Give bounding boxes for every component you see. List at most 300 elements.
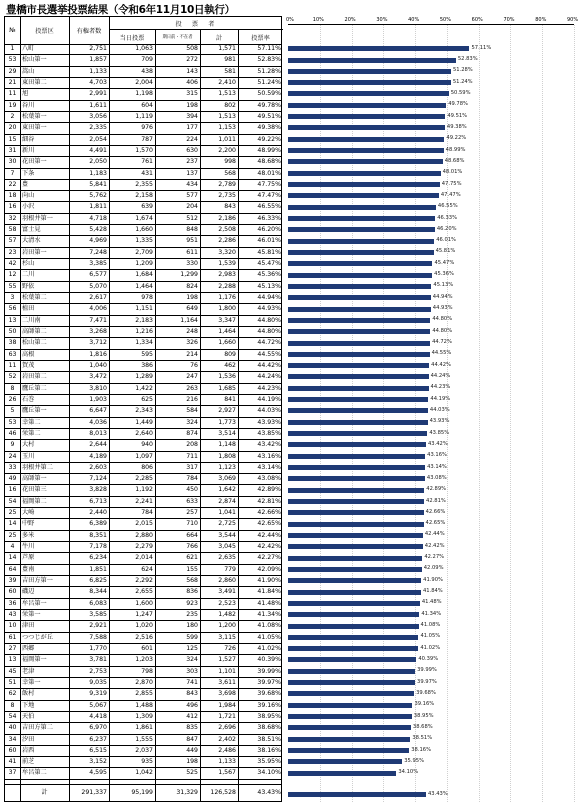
- cell-electors: 1,183: [89, 169, 107, 177]
- cell-district: 多米: [22, 531, 35, 539]
- table-row: [5, 89, 281, 100]
- cell-rate: 45.13%: [257, 282, 281, 290]
- table-row: [5, 101, 281, 112]
- bar: [288, 714, 412, 719]
- cell-electors: 8,344: [89, 588, 107, 596]
- cell-election-day: 1,449: [135, 418, 153, 426]
- cell-district: 旭: [22, 90, 29, 98]
- cell-electors: 5,841: [89, 180, 107, 188]
- bar-value-label: 40.39%: [418, 655, 439, 662]
- cell-early: 198: [186, 758, 198, 766]
- cell-early: 177: [186, 124, 198, 132]
- cell-no: 50: [8, 328, 17, 335]
- bar: [288, 442, 426, 447]
- cell-total: 3,698: [218, 690, 236, 698]
- cell-no: 2: [10, 112, 15, 120]
- cell-early: 412: [186, 712, 198, 720]
- cell-district: 東田第一: [22, 124, 47, 132]
- bar: [288, 363, 429, 368]
- cell-electors: 2,751: [89, 45, 107, 52]
- bar: [288, 205, 436, 210]
- cell-total: 1,539: [218, 260, 236, 268]
- table-row: [5, 610, 281, 621]
- cell-election-day: 2,158: [135, 192, 153, 200]
- bar-value-label: 38.68%: [412, 723, 433, 730]
- cell-no: 4: [10, 543, 15, 551]
- bar-value-label: 42.89%: [426, 486, 447, 493]
- cell-election-day: 2,880: [135, 531, 153, 539]
- bar: [288, 307, 431, 312]
- bar-value-label: 41.08%: [420, 622, 441, 629]
- cell-rate: 45.36%: [257, 271, 281, 279]
- bar-value-label: 39.16%: [414, 701, 435, 708]
- cell-early: 303: [186, 667, 198, 675]
- cell-early: 577: [186, 192, 198, 200]
- cell-district: 西郷: [22, 644, 35, 652]
- cell-early: 272: [186, 56, 198, 64]
- header-rate: 投票率: [251, 34, 270, 42]
- cell-district: 花田第一: [22, 158, 47, 166]
- cell-electors: 8,013: [89, 429, 107, 437]
- cell-election-day: 601: [141, 644, 153, 652]
- cell-electors: 3,585: [89, 611, 107, 618]
- cell-district: 花田第三: [22, 486, 47, 494]
- cell-no: 8: [10, 701, 15, 709]
- table-row: [5, 576, 281, 587]
- table-row: [5, 123, 281, 134]
- cell-early: 394: [186, 112, 198, 120]
- table-row: [5, 372, 281, 383]
- cell-election-day: 806: [141, 463, 153, 471]
- bar: [288, 341, 430, 346]
- cell-district: 吉田方第一: [22, 577, 53, 585]
- table-row: [5, 395, 281, 406]
- bar: [288, 318, 430, 323]
- cell-rate: 44.80%: [257, 328, 281, 335]
- table-row: [5, 519, 281, 530]
- cell-electors: 1,133: [89, 67, 107, 75]
- cell-early: 247: [186, 373, 198, 381]
- bar-value-label: 43.16%: [427, 452, 447, 459]
- cell-rate: 44.93%: [257, 305, 281, 313]
- cell-rate: 34.10%: [257, 769, 281, 777]
- cell-no: 25: [8, 531, 17, 539]
- cell-total: 2,486: [218, 746, 236, 754]
- cell-election-day: 940: [141, 441, 153, 449]
- cell-no: 14: [8, 520, 17, 528]
- cell-election-day: 976: [141, 124, 153, 132]
- cell-total: 1,482: [218, 611, 236, 618]
- cell-early: 180: [186, 622, 198, 630]
- table-row: [5, 429, 281, 440]
- cell-rate: 57.11%: [257, 45, 281, 52]
- cell-no: 60: [8, 746, 17, 754]
- cell-district: 新川: [22, 146, 35, 154]
- bar: [288, 374, 429, 379]
- cell-district: 松葉第一: [22, 112, 47, 120]
- gridline: [479, 25, 480, 802]
- cell-no: 30: [8, 158, 17, 166]
- cell-total: 3,514: [218, 429, 236, 437]
- bar: [288, 397, 428, 402]
- bar-value-label: 39.68%: [416, 689, 436, 696]
- cell-early: 843: [186, 690, 198, 698]
- cell-election-day: 2,037: [135, 746, 153, 754]
- cell-rate: 43.14%: [257, 463, 281, 471]
- cell-early: 434: [186, 180, 198, 188]
- cell-electors: 3,810: [89, 384, 107, 392]
- total-voters: 126,528: [210, 789, 236, 796]
- cell-rate: 42.44%: [257, 531, 281, 539]
- bar-value-label: 51.24%: [452, 78, 473, 85]
- x-tick-label: 10%: [312, 17, 324, 23]
- cell-early: 633: [186, 497, 198, 505]
- bar-value-label: 46.33%: [437, 214, 457, 221]
- cell-no: 7: [10, 169, 15, 177]
- cell-electors: 4,703: [89, 78, 107, 86]
- cell-election-day: 1,684: [135, 271, 153, 279]
- cell-district: 磯辺: [22, 588, 35, 596]
- cell-no: 25: [8, 509, 17, 517]
- bar-value-label: 43.08%: [426, 474, 447, 481]
- cell-election-day: 1,119: [135, 112, 153, 120]
- cell-no: 58: [8, 226, 17, 234]
- cell-district: 松山第一: [22, 56, 47, 64]
- table-row: [5, 768, 281, 779]
- cell-district: 鷹丘第一: [22, 407, 47, 415]
- cell-early: 766: [186, 543, 198, 551]
- cell-no: 22: [8, 180, 17, 188]
- cell-electors: 4,189: [89, 452, 107, 460]
- table-row: [5, 712, 281, 723]
- cell-district: 中野: [22, 520, 35, 528]
- cell-electors: 3,056: [89, 112, 107, 120]
- x-tick-label: 30%: [376, 17, 388, 23]
- cell-rate: 44.23%: [257, 384, 281, 392]
- bar: [288, 635, 418, 640]
- cell-early: 1,164: [180, 316, 198, 324]
- bar: [288, 590, 421, 595]
- cell-district: 石巻: [22, 395, 35, 403]
- cell-electors: 6,970: [89, 724, 107, 732]
- cell-election-day: 1,861: [135, 724, 153, 732]
- cell-election-day: 2,640: [135, 429, 153, 437]
- cell-district: 下地: [22, 701, 35, 709]
- cell-no: 43: [8, 611, 17, 618]
- cell-no: 38: [8, 339, 17, 347]
- cell-early: 198: [186, 294, 198, 302]
- table-row: [5, 508, 281, 519]
- cell-no: 54: [8, 712, 17, 720]
- bar-value-label: 38.16%: [411, 746, 432, 753]
- cell-electors: 1,611: [89, 101, 107, 109]
- cell-district: 芦原: [22, 554, 35, 562]
- table-row: [5, 599, 281, 610]
- bar: [288, 612, 419, 617]
- cell-total: 1,808: [218, 452, 236, 460]
- table-row: [5, 667, 281, 678]
- cell-total: 981: [224, 56, 236, 64]
- cell-no: 5: [10, 407, 15, 415]
- cell-rate: 44.19%: [257, 395, 281, 403]
- table-row: [5, 191, 281, 202]
- table-row: [5, 44, 281, 55]
- bar: [288, 499, 424, 504]
- cell-election-day: 761: [141, 158, 153, 166]
- bar: [288, 431, 427, 436]
- cell-district: 栄第二: [22, 429, 41, 437]
- cell-district: 岩田第二: [22, 373, 47, 381]
- cell-no: 16: [8, 203, 17, 211]
- cell-electors: 1,811: [89, 203, 107, 211]
- bar: [288, 657, 416, 662]
- cell-electors: 8,351: [89, 531, 107, 539]
- cell-early: 315: [186, 90, 198, 98]
- cell-district: 天伯: [22, 712, 35, 720]
- cell-electors: 5,067: [89, 701, 107, 709]
- cell-total: 1,153: [218, 124, 236, 132]
- cell-electors: 3,781: [89, 656, 107, 664]
- cell-no: 13: [8, 656, 17, 664]
- bar: [288, 476, 425, 481]
- cell-rate: 41.34%: [257, 611, 281, 618]
- cell-rate: 41.84%: [257, 588, 281, 596]
- bar-value-label: 44.93%: [432, 305, 453, 312]
- cell-electors: 4,006: [89, 305, 107, 313]
- cell-total: 2,983: [218, 271, 236, 279]
- bar-value-label: 49.22%: [446, 135, 467, 142]
- bar-value-label: 48.68%: [444, 157, 465, 164]
- cell-rate: 39.68%: [257, 690, 281, 698]
- table-row: [5, 146, 281, 157]
- total-rate: 43.43%: [257, 789, 281, 796]
- cell-no: 26: [8, 395, 17, 403]
- cell-rate: 44.72%: [257, 339, 281, 347]
- total-election-day: 95,199: [131, 789, 153, 796]
- cell-electors: 6,083: [89, 599, 107, 607]
- cell-election-day: 1,151: [135, 305, 153, 313]
- cell-total: 1,773: [218, 418, 236, 426]
- bar: [288, 91, 449, 96]
- cell-no: 31: [8, 146, 17, 154]
- table-row: [5, 350, 281, 361]
- table-row: [5, 542, 281, 553]
- cell-election-day: 1,335: [135, 237, 153, 245]
- cell-electors: 4,036: [89, 418, 107, 426]
- cell-total: 1,041: [218, 509, 236, 517]
- cell-no: 32: [8, 214, 17, 222]
- cell-electors: 4,418: [89, 712, 107, 720]
- cell-electors: 4,491: [89, 146, 107, 154]
- cell-election-day: 1,247: [135, 611, 153, 618]
- cell-election-day: 1,063: [135, 45, 153, 52]
- cell-district: 下条: [22, 169, 35, 177]
- cell-electors: 6,825: [89, 577, 107, 585]
- bar-value-label: 42.42%: [424, 542, 445, 549]
- x-axis-line: [288, 24, 574, 25]
- cell-rate: 39.99%: [257, 667, 281, 675]
- bar-value-label: 44.23%: [430, 384, 451, 391]
- cell-no: 52: [8, 373, 17, 381]
- cell-early: 257: [186, 509, 198, 517]
- cell-early: 599: [186, 633, 198, 641]
- cell-rate: 43.08%: [257, 475, 281, 483]
- cell-district: 羽根井第一: [22, 214, 53, 222]
- bar: [288, 386, 429, 391]
- table-row: [5, 214, 281, 225]
- cell-total: 726: [224, 644, 236, 652]
- cell-district: 福岡第一: [22, 656, 47, 664]
- cell-no: 60: [8, 588, 17, 596]
- cell-early: 848: [186, 226, 198, 234]
- x-tick-label: 70%: [503, 17, 515, 23]
- cell-early: 951: [186, 237, 198, 245]
- cell-early: 649: [186, 305, 198, 313]
- cell-electors: 6,713: [89, 497, 107, 505]
- cell-election-day: 2,241: [135, 497, 153, 505]
- cell-electors: 4,595: [89, 769, 107, 777]
- cell-total: 2,874: [218, 497, 236, 505]
- cell-total: 2,402: [218, 735, 236, 743]
- cell-early: 784: [186, 475, 198, 483]
- cell-no: 24: [8, 452, 17, 460]
- cell-early: 224: [186, 135, 198, 143]
- cell-rate: 38.68%: [257, 724, 281, 732]
- cell-total: 2,635: [218, 554, 236, 562]
- cell-early: 198: [186, 101, 198, 109]
- bar: [288, 771, 396, 776]
- cell-district: 豊南: [22, 565, 35, 573]
- cell-total: 1,800: [218, 305, 236, 313]
- bar: [288, 193, 439, 198]
- cell-electors: 7,471: [89, 316, 107, 324]
- bar: [288, 250, 434, 255]
- table-row: [5, 293, 281, 304]
- bar-value-label: 44.42%: [431, 361, 451, 368]
- cell-electors: 3,385: [89, 260, 107, 268]
- table-row: [5, 361, 281, 372]
- bar-value-label: 46.55%: [437, 203, 458, 210]
- bar-value-label: 35.95%: [404, 757, 425, 764]
- cell-election-day: 2,285: [135, 475, 153, 483]
- bar: [288, 329, 430, 334]
- cell-early: 263: [186, 384, 198, 392]
- cell-district: 牟呂第一: [22, 599, 47, 607]
- bar-value-label: 51.28%: [452, 67, 473, 74]
- bar-value-label: 45.36%: [434, 271, 454, 278]
- cell-rate: 38.16%: [257, 746, 281, 754]
- cell-electors: 9,319: [89, 690, 107, 698]
- bar: [288, 725, 411, 730]
- bar-value-label: 39.97%: [417, 678, 437, 685]
- bar-value-label: 34.10%: [398, 769, 419, 776]
- header-voters-group: 投 票 者: [109, 17, 283, 30]
- cell-electors: 5,428: [89, 226, 107, 234]
- bar-value-label: 44.19%: [430, 395, 451, 402]
- cell-district: 八町: [22, 45, 35, 52]
- cell-early: 248: [186, 328, 198, 335]
- cell-early: 621: [186, 554, 198, 562]
- cell-early: 611: [186, 248, 198, 256]
- cell-rate: 44.42%: [257, 361, 281, 369]
- cell-no: 34: [8, 735, 17, 743]
- cell-rate: 46.33%: [257, 214, 281, 222]
- cell-district: 吉田方第二: [22, 724, 53, 732]
- cell-electors: 2,603: [89, 463, 107, 471]
- cell-early: 235: [186, 611, 198, 618]
- cell-district: 高師第二: [22, 328, 47, 335]
- cell-total: 3,320: [218, 248, 236, 256]
- cell-district: 鷹丘第二: [22, 384, 47, 392]
- bar-value-label: 46.20%: [436, 225, 457, 232]
- cell-district: 岩田第一: [22, 248, 47, 256]
- cell-rate: 46.01%: [257, 237, 281, 245]
- cell-district: 富士見: [22, 226, 41, 234]
- table-row: [5, 202, 281, 213]
- cell-election-day: 2,279: [135, 543, 153, 551]
- x-tick-label: 40%: [408, 17, 420, 23]
- cell-rate: 50.59%: [257, 90, 281, 98]
- cell-early: 508: [186, 45, 198, 52]
- cell-election-day: 1,660: [135, 226, 153, 234]
- cell-total: 1,513: [218, 112, 236, 120]
- bar: [288, 159, 443, 164]
- x-tick-label: 20%: [344, 17, 356, 23]
- cell-total: 779: [224, 565, 236, 573]
- cell-electors: 7,124: [89, 475, 107, 483]
- cell-election-day: 1,198: [135, 90, 153, 98]
- bar-value-label: 39.99%: [417, 667, 437, 674]
- cell-total: 1,660: [218, 339, 236, 347]
- bar-value-label: 42.44%: [424, 531, 445, 538]
- cell-election-day: 2,343: [135, 407, 153, 415]
- bar: [288, 759, 402, 764]
- cell-election-day: 2,870: [135, 678, 153, 686]
- bar-value-label: 44.94%: [432, 293, 453, 300]
- cell-election-day: 1,600: [135, 599, 153, 607]
- cell-total: 1,464: [218, 328, 236, 335]
- cell-district: 松山第二: [22, 339, 47, 347]
- cell-total: 581: [224, 67, 236, 75]
- cell-rate: 43.16%: [257, 452, 281, 460]
- cell-no: 45: [8, 667, 17, 675]
- header-total: 計: [215, 34, 223, 42]
- cell-total: 2,696: [218, 724, 236, 732]
- bar-value-label: 42.65%: [425, 520, 446, 527]
- bar-value-label: 44.24%: [430, 372, 451, 379]
- cell-early: 1,299: [180, 271, 198, 279]
- cell-rate: 49.51%: [257, 112, 281, 120]
- bar: [288, 669, 415, 674]
- cell-early: 125: [186, 644, 198, 652]
- cell-election-day: 431: [141, 169, 153, 177]
- cell-no: 15: [8, 135, 17, 143]
- bar-value-label: 44.03%: [429, 406, 450, 413]
- cell-total: 2,410: [218, 78, 236, 86]
- cell-total: 1,527: [218, 656, 236, 664]
- bar: [288, 216, 435, 221]
- cell-rate: 42.89%: [257, 486, 281, 494]
- gridline: [542, 25, 543, 802]
- table-row: [5, 327, 281, 338]
- cell-rate: 42.65%: [257, 520, 281, 528]
- cell-early: 214: [186, 350, 198, 358]
- header-electors: 有権者数: [76, 28, 102, 35]
- table-row: [5, 757, 281, 768]
- cell-electors: 2,054: [89, 135, 107, 143]
- cell-election-day: 1,192: [135, 486, 153, 494]
- cell-district: 岩西: [22, 746, 35, 754]
